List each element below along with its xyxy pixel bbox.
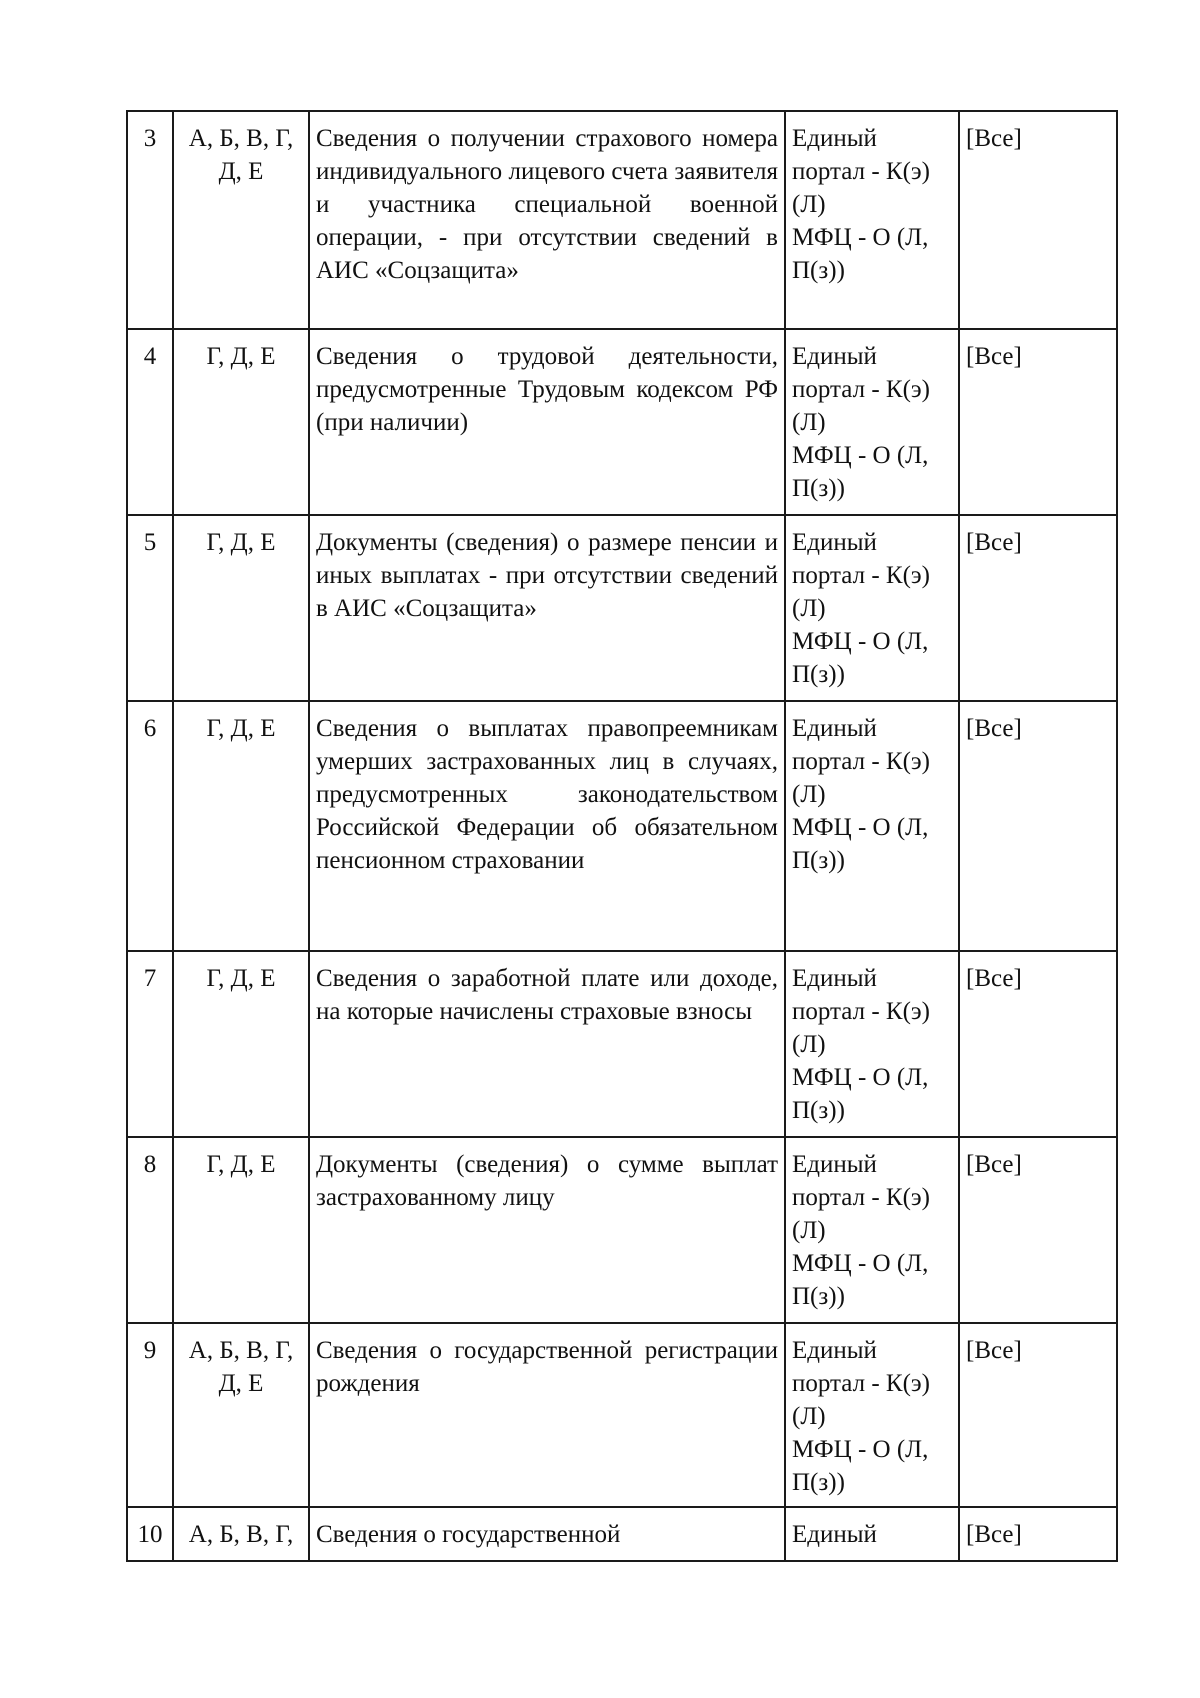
channel-line: П(з)) [792, 847, 845, 874]
row-categories: А, Б, В, Г, [173, 1507, 309, 1561]
row-categories: Г, Д, Е [173, 515, 309, 701]
channel-line: Единый [792, 715, 877, 742]
row-scope: [Все] [959, 701, 1117, 951]
row-categories: Г, Д, Е [173, 701, 309, 951]
channel-line: П(з)) [792, 1469, 845, 1496]
table-row [127, 329, 1117, 515]
row-number: 4 [127, 329, 173, 515]
channel-line: (Л) [792, 1217, 826, 1244]
row-channel [785, 1323, 959, 1507]
channel-line: Единый [792, 529, 877, 556]
channel-line: (Л) [792, 595, 826, 622]
channel-line: Единый [792, 965, 877, 992]
row-scope: [Все] [959, 1323, 1117, 1507]
table-row [127, 515, 1117, 701]
channel-line: П(з)) [792, 257, 845, 284]
row-description: Документы (сведения) о размере пенсии и иных выплатах - при отсутствии сведений в АИС «Соцзащита» [309, 515, 785, 701]
row-scope: [Все] [959, 515, 1117, 701]
row-scope: [Все] [959, 111, 1117, 329]
row-description: Сведения о заработной плате или доходе, на которые начислены страховые взносы [309, 951, 785, 1137]
channel-line: портал - К(э) [792, 1184, 930, 1211]
table-row [127, 1137, 1117, 1323]
table-row [127, 1323, 1117, 1507]
row-description: Сведения о государственной регистрации рождения [309, 1323, 785, 1507]
row-number: 7 [127, 951, 173, 1137]
row-channel [785, 515, 959, 701]
channel-line: портал - К(э) [792, 1370, 930, 1397]
row-number: 8 [127, 1137, 173, 1323]
row-categories: Г, Д, Е [173, 951, 309, 1137]
channel-line: Единый [792, 125, 877, 152]
row-scope: [Все] [959, 1507, 1117, 1561]
channel-line: портал - К(э) [792, 748, 930, 775]
row-categories: А, Б, В, Г, Д, Е [173, 1323, 309, 1507]
table-row [127, 1507, 1117, 1561]
row-channel [785, 951, 959, 1137]
row-number: 6 [127, 701, 173, 951]
row-number: 10 [127, 1507, 173, 1561]
channel-line: МФЦ - О (Л, [792, 628, 929, 655]
channel-line: портал - К(э) [792, 998, 930, 1025]
row-description: Сведения о трудовой деятельности, предусмотренные Трудовым кодексом РФ (при наличии) [309, 329, 785, 515]
channel-line: П(з)) [792, 661, 845, 688]
channel-line: П(з)) [792, 475, 845, 502]
channel-line: (Л) [792, 1031, 826, 1058]
channel-line: (Л) [792, 1403, 826, 1430]
channel-line: МФЦ - О (Л, [792, 1250, 929, 1277]
row-channel [785, 329, 959, 515]
channel-line: МФЦ - О (Л, [792, 814, 929, 841]
channel-line: МФЦ - О (Л, [792, 442, 929, 469]
table-row [127, 701, 1117, 951]
channel-line: Единый [792, 1151, 877, 1178]
channel-line: (Л) [792, 781, 826, 808]
table-row [127, 111, 1117, 329]
row-channel [785, 1137, 959, 1323]
row-scope: [Все] [959, 329, 1117, 515]
row-channel [785, 1507, 959, 1561]
row-scope: [Все] [959, 1137, 1117, 1323]
channel-line: Единый [792, 1521, 877, 1548]
channel-line: портал - К(э) [792, 376, 930, 403]
row-description: Документы (сведения) о сумме выплат застрахованному лицу [309, 1137, 785, 1323]
channel-line: МФЦ - О (Л, [792, 1064, 929, 1091]
table-row [127, 951, 1117, 1137]
channel-line: (Л) [792, 191, 826, 218]
channel-line: портал - К(э) [792, 562, 930, 589]
row-description: Сведения о получении страхового номера индивидуального лицевого счета заявителя и участника специальной военной операции, - при отсутствии сведений в АИС «Соцзащита» [309, 111, 785, 329]
channel-line: П(з)) [792, 1283, 845, 1310]
row-categories: А, Б, В, Г, Д, Е [173, 111, 309, 329]
channel-line: портал - К(э) [792, 158, 930, 185]
channel-line: П(з)) [792, 1097, 845, 1124]
row-number: 5 [127, 515, 173, 701]
row-description: Сведения о выплатах правопреемникам умерших застрахованных лиц в случаях, предусмотренных законодательством Российской Федерации об обязательном пенсионном страховании [309, 701, 785, 951]
channel-line: Единый [792, 343, 877, 370]
documents-table [126, 110, 1118, 1562]
channel-line: Единый [792, 1337, 877, 1364]
row-number: 3 [127, 111, 173, 329]
channel-line: МФЦ - О (Л, [792, 224, 929, 251]
row-categories: Г, Д, Е [173, 1137, 309, 1323]
row-channel [785, 701, 959, 951]
row-description: Сведения о государственной [309, 1507, 785, 1561]
row-categories: Г, Д, Е [173, 329, 309, 515]
channel-line: (Л) [792, 409, 826, 436]
row-number: 9 [127, 1323, 173, 1507]
channel-line: МФЦ - О (Л, [792, 1436, 929, 1463]
row-channel [785, 111, 959, 329]
row-scope: [Все] [959, 951, 1117, 1137]
